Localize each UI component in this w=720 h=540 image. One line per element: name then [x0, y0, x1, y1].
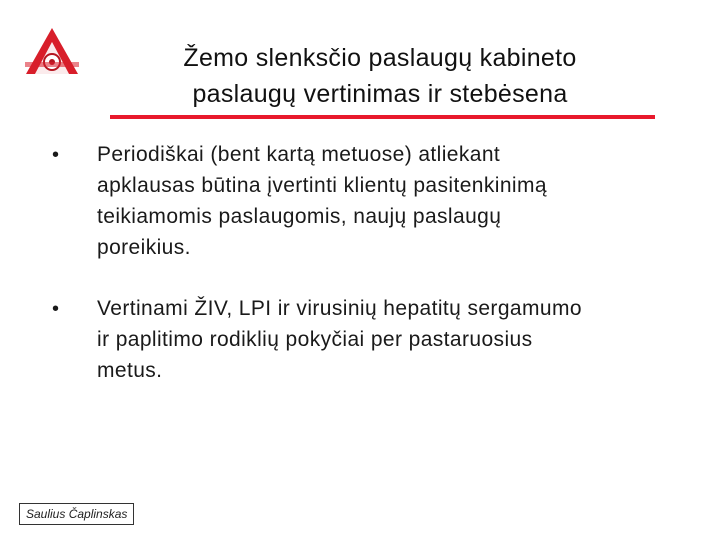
- red-triangle-logo-icon: [22, 24, 82, 80]
- bullet-text: Periodiškai (bent kartą metuose) atliekant apklausas būtina įvertinti klientų pasitenkinimą teikiamomis paslaugomis, naujų paslaugų poreikius.: [97, 143, 547, 259]
- bullet-icon: •: [52, 298, 60, 320]
- author-label: Saulius Čaplinskas: [19, 503, 134, 525]
- bullet-icon: •: [52, 144, 60, 166]
- bullet-text: Vertinami ŽIV, LPI ir virusinių hepatitų sergamumo ir paplitimo rodiklių pokyčiai per pastaruosius metus.: [97, 297, 582, 382]
- page-title-line-1: Žemo slenksčio paslaugų kabineto: [183, 44, 577, 72]
- page-title: [100, 40, 660, 112]
- title-divider: [110, 115, 655, 119]
- page-title-line-2: paslaugų vertinimas ir stebėsena: [192, 80, 568, 108]
